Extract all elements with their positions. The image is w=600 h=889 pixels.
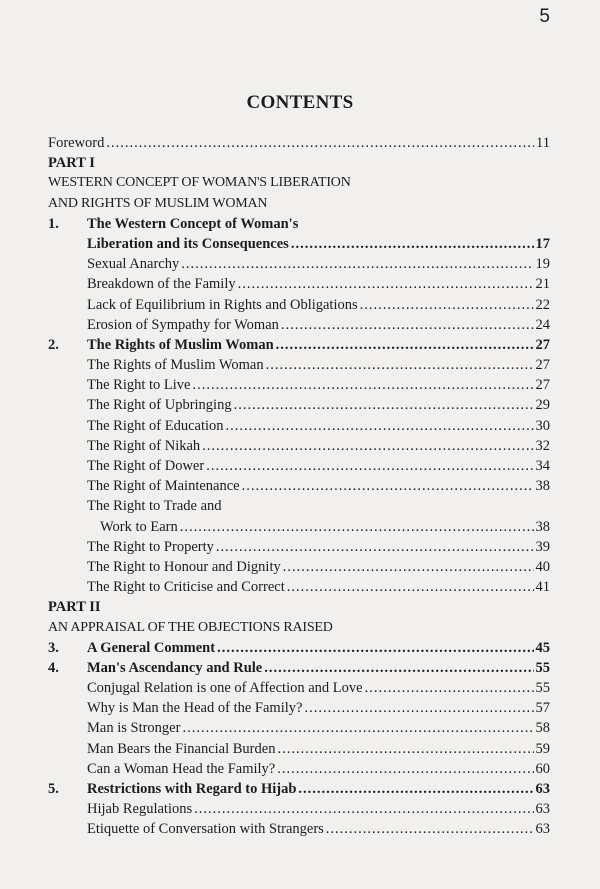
toc-dot-leader: [181, 254, 533, 274]
toc-dot-leader: [277, 739, 533, 759]
toc-entry-label: Conjugal Relation is one of Affection and Love: [87, 680, 363, 697]
toc-dot-leader: [193, 375, 534, 395]
toc-entry: [48, 295, 550, 315]
toc-entry-label: Foreword: [48, 135, 105, 151]
toc-dot-leader: [242, 476, 534, 496]
toc-dot-leader: [360, 295, 534, 315]
toc-page-number: 30: [535, 417, 550, 434]
toc-entry: [48, 557, 550, 577]
toc-entry-label: Can a Woman Head the Family?: [87, 760, 276, 777]
toc-entry-label: Man's Ascendancy and Rule: [87, 659, 263, 676]
toc-entry: [48, 436, 550, 456]
toc-chapter-number: 3.: [48, 639, 59, 656]
toc-page-number: 55: [535, 659, 550, 676]
page-number: 5: [539, 6, 550, 27]
toc-entry-label: Erosion of Sympathy for Woman: [87, 316, 279, 333]
toc-entry-label: The Right to Criticise and Correct: [87, 579, 285, 596]
toc-entry: [48, 698, 550, 718]
toc-page-number: 21: [535, 276, 550, 293]
toc-entry-label: A General Comment: [87, 639, 216, 656]
toc-entry-label: The Right to Property: [87, 538, 214, 555]
toc-dot-leader: [326, 819, 534, 839]
toc-dot-leader: [206, 456, 533, 476]
toc-entry: [48, 517, 550, 537]
toc-entry: [48, 779, 550, 799]
toc-page-number: 34: [535, 458, 550, 474]
toc-entry: [48, 537, 550, 557]
toc-dot-leader: [264, 658, 533, 678]
toc-entry: [48, 638, 550, 658]
toc-entry-label: Why is Man the Head of the Family?: [87, 700, 303, 717]
toc-entry-label: The Right of Nikah: [87, 437, 201, 454]
toc-dot-leader: [277, 759, 533, 779]
toc-entry-label: Liberation and its Consequences: [87, 235, 289, 252]
toc-page-number: 59: [535, 740, 550, 757]
toc-dot-leader: [287, 577, 534, 597]
toc-dot-leader: [291, 234, 534, 254]
toc-entry-label: Sexual Anarchy: [87, 256, 180, 273]
toc-dot-leader: [304, 698, 533, 718]
toc-entry: [48, 355, 550, 375]
toc-entry-label: The Right to Live: [87, 377, 191, 394]
toc-entry-label: The Right of Education: [87, 417, 224, 434]
toc-chapter-number: 5.: [48, 781, 59, 797]
toc-entry: [48, 476, 550, 496]
toc-entry-label: The Rights of Muslim Woman: [87, 357, 264, 374]
toc-page-number: 55: [535, 680, 550, 697]
toc-dot-leader: [202, 436, 533, 456]
toc-dot-leader: [216, 537, 534, 557]
toc-entry: [48, 234, 550, 254]
toc-entry: [48, 274, 550, 294]
toc-entry: [48, 335, 550, 355]
toc-page-number: 63: [535, 781, 550, 797]
toc-page-number: 32: [535, 437, 550, 454]
toc-entry: [48, 678, 550, 698]
toc-page-number: 41: [535, 579, 550, 596]
toc-entry-label: The Western Concept of Woman's: [87, 215, 299, 232]
toc-dot-leader: [194, 799, 533, 819]
toc-dot-leader: [281, 315, 534, 335]
toc-dot-leader: [180, 517, 534, 537]
toc-entry-label: AND RIGHTS OF MUSLIM WOMAN: [48, 195, 268, 211]
toc-entry: [48, 375, 550, 395]
toc-entry: [48, 214, 550, 234]
toc-page-number: 11: [536, 135, 550, 151]
toc-dot-leader: [365, 678, 534, 698]
toc-entry: [48, 759, 550, 779]
toc-entry: [48, 254, 550, 274]
table-of-contents: [48, 133, 550, 840]
toc-entry: [48, 739, 550, 759]
toc-entry-label: Man is Stronger: [87, 720, 181, 737]
toc-page-number: 38: [535, 478, 550, 495]
toc-entry: [48, 416, 550, 436]
toc-entry: [48, 194, 550, 214]
toc-page-number: 19: [535, 256, 550, 273]
toc-page-number: 63: [535, 801, 550, 818]
page-title: CONTENTS: [246, 92, 354, 113]
toc-chapter-number: 4.: [48, 659, 59, 676]
toc-page-number: 22: [535, 296, 550, 313]
toc-entry: [48, 799, 550, 819]
toc-entry-label: Work to Earn: [100, 518, 178, 535]
toc-entry-label: The Rights of Muslim Woman: [87, 336, 274, 353]
toc-entry: [48, 496, 550, 516]
toc-entry-label: Man Bears the Financial Burden: [87, 740, 276, 757]
toc-page-number: 38: [535, 518, 550, 535]
toc-page-number: 24: [535, 316, 550, 333]
toc-page-number: 60: [535, 760, 550, 777]
toc-entry-label: PART I: [48, 155, 95, 172]
toc-entry: [48, 618, 550, 638]
toc-entry-label: The Right of Upbringing: [87, 397, 232, 414]
toc-dot-leader: [217, 638, 533, 658]
toc-entry: [48, 658, 550, 678]
toc-page-number: 58: [535, 720, 550, 737]
toc-dot-leader: [226, 416, 534, 436]
toc-entry-label: The Right to Honour and Dignity: [87, 558, 281, 575]
toc-entry-label: The Right to Trade and: [87, 498, 222, 515]
toc-page-number: 39: [535, 538, 550, 555]
toc-page-number: 27: [535, 336, 550, 353]
toc-entry-label: PART II: [48, 599, 101, 616]
toc-page-number: 45: [535, 639, 550, 656]
toc-entry-label: The Right of Dower: [87, 458, 205, 474]
toc-entry-label: Lack of Equilibrium in Rights and Obligations: [87, 296, 358, 313]
toc-entry-label: Hijab Regulations: [87, 801, 193, 818]
toc-entry-label: Breakdown of the Family: [87, 276, 236, 293]
toc-entry-label: The Right of Maintenance: [87, 478, 240, 495]
toc-entry: [48, 597, 550, 617]
toc-page-number: 57: [535, 700, 550, 717]
toc-page-number: 63: [535, 821, 550, 838]
toc-entry-label: Etiquette of Conversation with Strangers: [87, 821, 324, 838]
toc-entry-label: AN APPRAISAL OF THE OBJECTIONS RAISED: [48, 619, 333, 635]
toc-chapter-number: 2.: [48, 336, 59, 353]
toc-entry-label: WESTERN CONCEPT OF WOMAN'S LIBERATION: [48, 175, 351, 191]
toc-page-number: 29: [535, 397, 550, 414]
toc-dot-leader: [238, 274, 534, 294]
toc-entry: [48, 133, 550, 153]
toc-entry-label: Restrictions with Regard to Hijab: [87, 781, 297, 797]
toc-dot-leader: [234, 395, 534, 415]
toc-chapter-number: 1.: [48, 215, 59, 232]
toc-dot-leader: [276, 335, 534, 355]
toc-entry: [48, 456, 550, 476]
toc-entry: [48, 577, 550, 597]
toc-dot-leader: [182, 718, 533, 738]
toc-page-number: 17: [535, 235, 550, 252]
toc-dot-leader: [283, 557, 534, 577]
toc-dot-leader: [106, 133, 534, 153]
toc-page-number: 40: [535, 558, 550, 575]
toc-page-number: 27: [535, 377, 550, 394]
toc-entry: [48, 153, 550, 173]
toc-entry: [48, 395, 550, 415]
toc-dot-leader: [298, 779, 533, 799]
toc-dot-leader: [266, 355, 534, 375]
toc-entry: [48, 173, 550, 193]
toc-entry: [48, 819, 550, 839]
toc-entry: [48, 718, 550, 738]
toc-page-number: 27: [535, 357, 550, 374]
toc-entry: [48, 315, 550, 335]
